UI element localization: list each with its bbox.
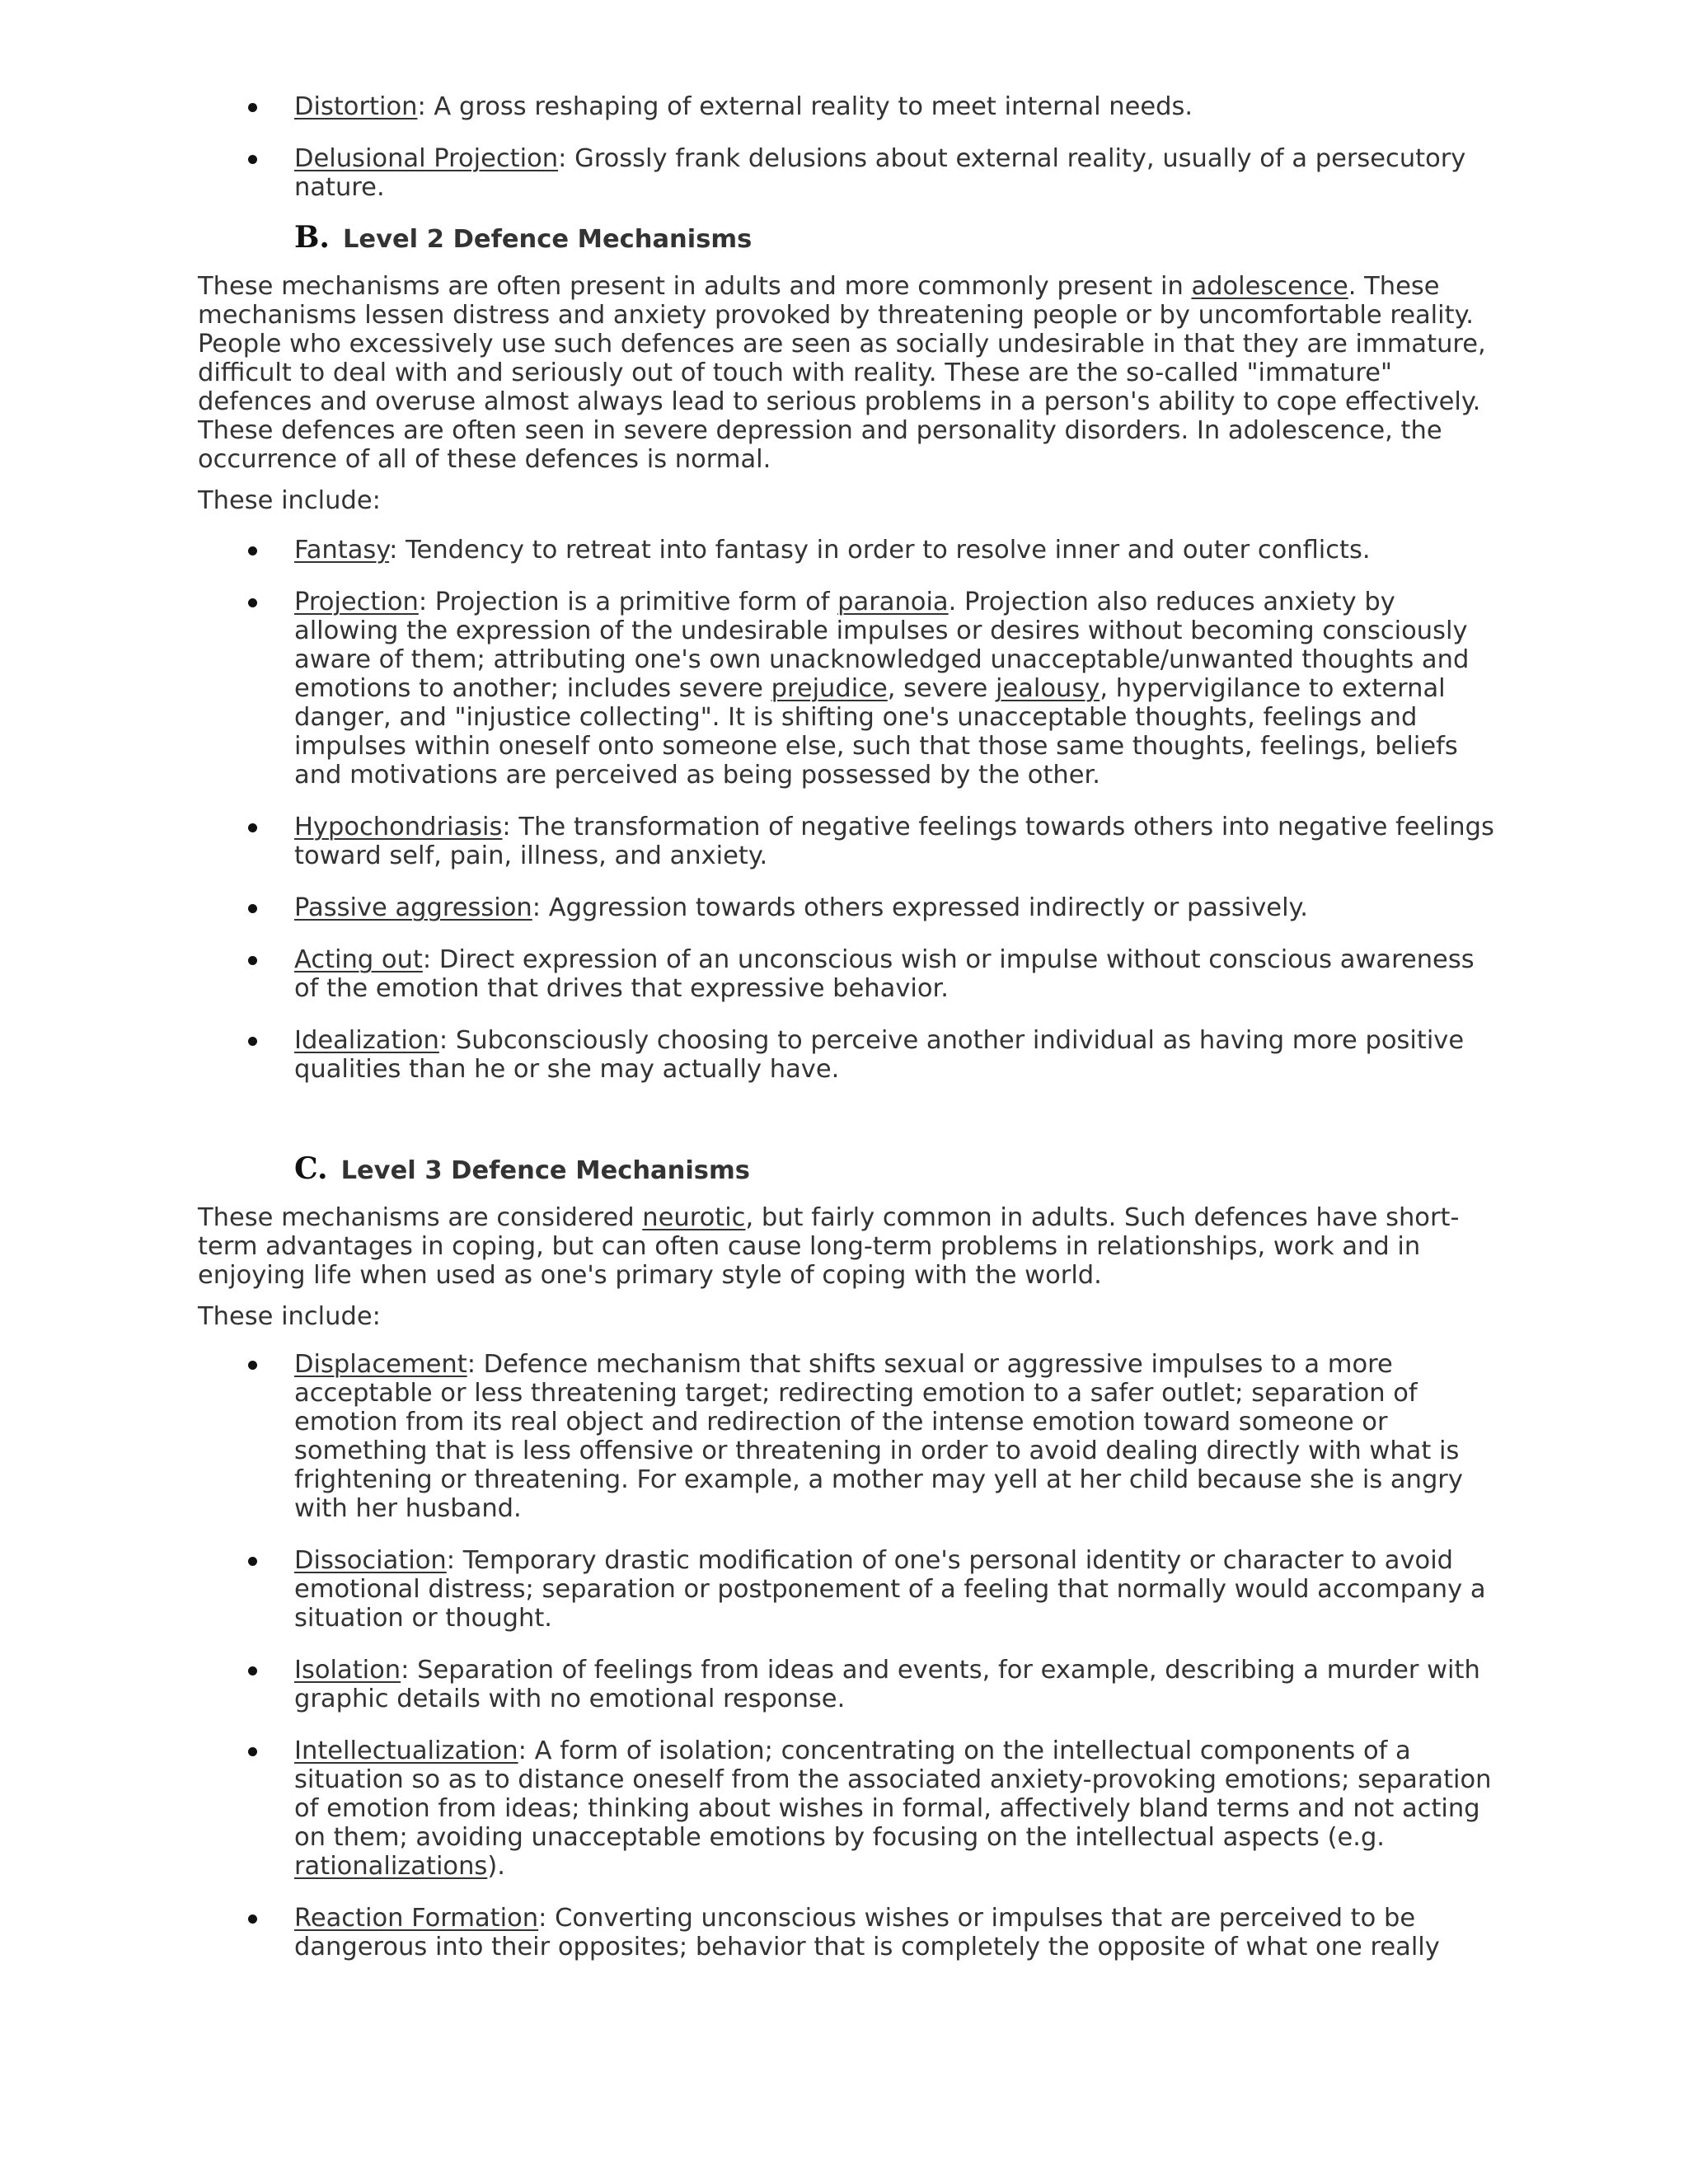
- item-description: emotional distress; separation or postponement of a feeling that normally would accompany a: [294, 1575, 1486, 1604]
- term-link[interactable]: Reaction Formation: [294, 1904, 539, 1933]
- item-description: : Separation of feelings from ideas and events, for example, describing a murder with: [401, 1656, 1480, 1685]
- item-description: frightening or threatening. For example, a mother may yell at her child because she is angry: [294, 1465, 1463, 1494]
- item-description: : Subconsciously choosing to perceive another individual as having more positive: [438, 1026, 1465, 1055]
- item-description: : Tendency to retreat into fantasy in order to resolve inner and outer conflicts.: [389, 536, 1371, 565]
- item-description: situation or thought.: [294, 1604, 552, 1633]
- list-item: [196, 1026, 1492, 1084]
- section-heading-c: [294, 1152, 750, 1188]
- list-item: [196, 1904, 1492, 1961]
- list-item: [196, 1656, 1492, 1713]
- bullet-icon: [248, 823, 257, 832]
- neurotic-link[interactable]: neurotic: [642, 1203, 746, 1232]
- item-description: qualities than he or she may actually have.: [294, 1055, 840, 1084]
- item-description: of emotion from ideas; thinking about wishes in formal, affectively bland terms and not acting: [294, 1794, 1480, 1823]
- term-link[interactable]: Isolation: [294, 1656, 401, 1685]
- bullet-icon: [248, 956, 257, 965]
- term-link[interactable]: Projection: [294, 588, 419, 616]
- item-description: nature.: [294, 173, 385, 202]
- item-description: . Projection also reduces anxiety by: [948, 588, 1395, 616]
- item-description: , hypervigilance to external: [1100, 674, 1446, 703]
- item-description: dangerous into their opposites; behavior that is completely the opposite of what one really: [294, 1933, 1440, 1961]
- term-link[interactable]: Idealization: [294, 1026, 439, 1055]
- bullet-icon: [248, 155, 257, 164]
- term-link[interactable]: Dissociation: [294, 1546, 447, 1575]
- item-description: : Defence mechanism that shifts sexual or aggressive impulses to a more: [467, 1350, 1393, 1379]
- level2-list: [196, 536, 1492, 1084]
- these-include-label: [198, 486, 1500, 515]
- these-include-label: [198, 1302, 1500, 1331]
- rationalizations-link[interactable]: rationalizations: [294, 1852, 488, 1881]
- list-item: [196, 813, 1492, 870]
- section-title: Level 3 Defence Mechanisms: [340, 1156, 750, 1185]
- term-link[interactable]: Hypochondriasis: [294, 813, 503, 841]
- item-description: : Grossly frank delusions about external reality, usually of a persecutory: [558, 144, 1466, 173]
- item-description: on them; avoiding unacceptable emotions by focusing on the intellectual aspects (e.g.: [294, 1823, 1385, 1852]
- bullet-icon: [248, 1557, 257, 1566]
- paragraph-text: These include:: [198, 486, 381, 515]
- list-item: [196, 1350, 1492, 1523]
- item-description: : Converting unconscious wishes or impulses that are perceived to be: [538, 1904, 1416, 1933]
- item-description: emotion from its real object and redirection of the intense emotion toward someone or: [294, 1408, 1388, 1436]
- bullet-icon: [248, 1666, 257, 1675]
- list-item: [196, 536, 1492, 565]
- paragraph-text: term advantages in coping, but can often cause long-term problems in relationships, work and in: [198, 1232, 1421, 1261]
- section-letter: B.: [294, 220, 330, 255]
- item-description: toward self, pain, illness, and anxiety.: [294, 841, 768, 870]
- section-title: Level 2 Defence Mechanisms: [342, 225, 753, 254]
- item-description: : The transformation of negative feelings towards others into negative feelings: [502, 813, 1494, 841]
- item-description: situation so as to distance oneself from the associated anxiety-provoking emotions; separation: [294, 1765, 1492, 1794]
- paragraph-text: These defences are often seen in severe depression and personality disorders. In adolescence, the: [198, 416, 1442, 445]
- list-item: [196, 92, 1492, 121]
- item-description: impulses within oneself onto someone else, such that those same thoughts, feelings, beliefs: [294, 732, 1458, 761]
- paragraph-text: . These: [1348, 272, 1440, 301]
- paragraph-text: enjoying life when used as one's primary style of coping with the world.: [198, 1261, 1102, 1290]
- bullet-icon: [248, 546, 257, 555]
- section-b-intro: [198, 272, 1500, 474]
- paragraph-text: , but fairly common in adults. Such defences have short-: [745, 1203, 1460, 1232]
- item-description: something that is less offensive or threatening in order to avoid dealing directly with what is: [294, 1436, 1460, 1465]
- bullet-icon: [248, 1361, 257, 1370]
- section-letter: C.: [294, 1151, 328, 1186]
- item-description: : Direct expression of an unconscious wish or impulse without conscious awareness: [422, 945, 1475, 974]
- item-description: acceptable or less threatening target; redirecting emotion to a safer outlet; separation of: [294, 1379, 1418, 1408]
- paranoia-link[interactable]: paranoia: [837, 588, 949, 616]
- paragraph-text: mechanisms lessen distress and anxiety provoked by threatening people or by uncomfortable reality.: [198, 301, 1474, 330]
- bullet-icon: [248, 1037, 257, 1046]
- item-description: : A gross reshaping of external reality to meet internal needs.: [417, 92, 1193, 121]
- bullet-icon: [248, 904, 257, 913]
- level1-list-continued: [196, 92, 1492, 202]
- item-description: , severe: [887, 674, 996, 703]
- list-item: [196, 1736, 1492, 1881]
- list-item: [196, 588, 1492, 790]
- item-description: emotions to another; includes severe: [294, 674, 771, 703]
- item-description: allowing the expression of the undesirable impulses or desires without becoming consciously: [294, 616, 1468, 645]
- paragraph-text: These include:: [198, 1302, 381, 1331]
- term-link[interactable]: Distortion: [294, 92, 418, 121]
- item-description: : Projection is a primitive form of: [418, 588, 838, 616]
- item-description: ).: [487, 1852, 505, 1881]
- item-description: : Aggression towards others expressed indirectly or passively.: [532, 893, 1308, 922]
- term-link[interactable]: Passive aggression: [294, 893, 532, 922]
- paragraph-text: occurrence of all of these defences is normal.: [198, 445, 771, 474]
- paragraph-text: These mechanisms are considered: [198, 1203, 643, 1232]
- item-description: danger, and "injustice collecting". It is shifting one's unacceptable thoughts, feelings and: [294, 703, 1418, 732]
- paragraph-text: These mechanisms are often present in adults and more commonly present in: [198, 272, 1192, 301]
- bullet-icon: [248, 598, 257, 607]
- paragraph-text: defences and overuse almost always lead to serious problems in a person's ability to cope effectively.: [198, 387, 1481, 416]
- term-link[interactable]: Delusional Projection: [294, 144, 559, 173]
- item-description: of the emotion that drives that expressive behavior.: [294, 974, 949, 1003]
- term-link[interactable]: Acting out: [294, 945, 423, 974]
- item-description: graphic details with no emotional response.: [294, 1685, 846, 1713]
- paragraph-text: difficult to deal with and seriously out of touch with reality. These are the so-called "immature": [198, 359, 1393, 387]
- prejudice-link[interactable]: prejudice: [771, 674, 888, 703]
- bullet-icon: [248, 1747, 257, 1756]
- section-c-intro: [198, 1203, 1500, 1290]
- list-item: [196, 144, 1492, 202]
- term-link[interactable]: Displacement: [294, 1350, 467, 1379]
- item-description: with her husband.: [294, 1494, 522, 1523]
- paragraph-text: People who excessively use such defences are seen as socially undesirable in that they are immature,: [198, 330, 1486, 359]
- term-link[interactable]: Fantasy: [294, 536, 390, 565]
- list-item: [196, 1546, 1492, 1633]
- item-description: aware of them; attributing one's own unacknowledged unacceptable/unwanted thoughts and: [294, 645, 1470, 674]
- adolescence-link[interactable]: adolescence: [1191, 272, 1348, 301]
- jealousy-link[interactable]: jealousy: [995, 674, 1100, 703]
- bullet-icon: [248, 1915, 257, 1924]
- item-description: : Temporary drastic modification of one's personal identity or character to avoid: [446, 1546, 1454, 1575]
- bullet-icon: [248, 103, 257, 112]
- item-description: and motivations are perceived as being possessed by the other.: [294, 761, 1100, 790]
- list-item: [196, 893, 1492, 922]
- list-item: [196, 945, 1492, 1003]
- item-description: : A form of isolation; concentrating on the intellectual components of a: [518, 1736, 1411, 1765]
- section-heading-b: [294, 221, 752, 256]
- level3-list: [196, 1350, 1492, 1961]
- term-link[interactable]: Intellectualization: [294, 1736, 518, 1765]
